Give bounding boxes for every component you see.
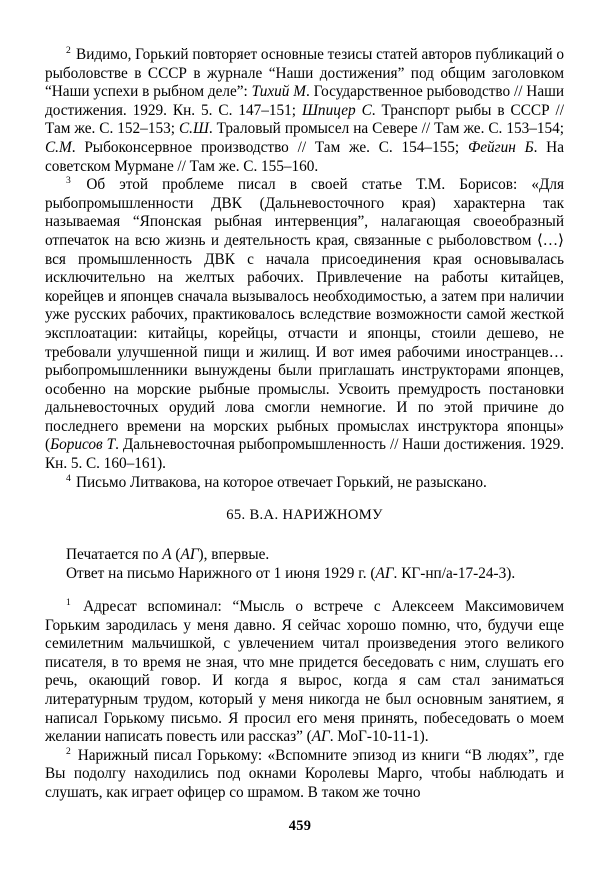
citation-author: Борисов Т	[50, 436, 116, 454]
footnotes-lower-block	[45, 598, 564, 803]
citation-author: Фейгин Б	[467, 138, 534, 156]
page-number: 459	[288, 818, 312, 834]
archive-siglum: АГ	[180, 546, 199, 563]
footnote-marker: 1	[66, 597, 71, 609]
footnote-2-lower: $^2$ Нарижный писал Горькому: «Вспомните эпизод из книги “В людях”, где Вы подолгу находились под окнами Королевы Марго, чтобы наблюдать и слушать, как играет офицер со шрамом. В таком же точно	[45, 745, 564, 801]
publication-notes-block	[45, 546, 564, 583]
section-heading-wrap	[45, 506, 564, 525]
citation-author: Шпицер С	[302, 101, 372, 119]
archive-siglum: АГ	[375, 564, 394, 582]
footnote-marker: 3	[66, 175, 71, 187]
publication-note-reply: Ответ на письмо Нарижного от 1 июня 1929 г. (АГ. КГ-нп/а-17-24-3).	[66, 564, 516, 582]
section-heading: 65. В.А. НАРИЖНОМУ	[226, 507, 383, 523]
archive-siglum: АГ	[311, 728, 330, 746]
footnote-marker: 4	[66, 472, 71, 484]
footnote-2-upper: $^2$ Видимо, Горький повторяет основные тезисы статей авторов публикаций о рыболовстве в СССР в журнале “Наши достижения” под общим заголовком “Наши успехи в рыбном деле”: Тихий М. Государственное рыбоводство // Наши достижения. 1929. Кн. 5. С. 147–151; Шпицер С. Транспорт рыбы в СССР // Там же. С. 152–153; С.Ш. Траловый промысел на Севере // Там же. С. 153–154; С.М. Рыбоконсервное производство // Там же. С. 154–155; Фейгин Б. На советском Мурмане // Там же. С. 155–160.	[45, 45, 565, 175]
footnote-marker: 2	[66, 745, 71, 757]
footnote-3-upper: $^3$ Об этой проблеме писал в своей статье Т.М. Борисов: «Для рыбопромышленности ДВК (Дальневосточного края) характерна так называемая “Японская рыбная интервенция”, налагающая своеобразный отпечаток на всю жизнь и деятельность края, связанные с рыболовством ⟨…⟩ вся промышленность ДВК с начала присоединения края основывалась исключительно на желтых рабочих. Привлечение на работы китайцев, корейцев и японцев сначала вызывалось необходимостью, а затем при наличии уже русских рабочих, практиковалось вследствие возможности самой жесткой эксплоатации: китайцы, корейцы, отчасти и японцы, стоили дешево, не требовали улучшенной пищи и жилищ. И вот имея рабочими иностранцев… рыбопромышленники вынуждены были приглашать инструкторами японцев, особенно на морские рыбные промыслы. Усвоить премудрость постановки дальневосточных орудий лова смогли немногие. И по этой причине до последнего времени на морских рыбных промыслах инструктора японцы» (Борисов Т. Дальневосточная рыбопромышленность // Наши достижения. 1929. Кн. 5. С. 160–161).	[45, 175, 564, 473]
citation-author: С.Ш	[178, 120, 209, 138]
footnotes-upper-block	[45, 46, 564, 492]
footnote-marker: 2	[66, 45, 71, 57]
citation-author: Тихий М	[251, 83, 306, 101]
footnote-1-lower: $^1$ Адресат вспоминал: “Мысль о встрече с Алексеем Максимовичем Горьким зародилась у меня давно. Я сейчас хорошо помню, что, будучи еще семилетним мальчишкой, с увлечением читал произведения этого великого писателя, в то время не зная, что мне придется беседовать с ним, слушать его речь, окающий говор. И когда я вырос, когда я сам стал заниматься литературным трудом, который у меня никогда не был основным занятием, я написал Горькому письмо. Я просил его меня принять, побеседовать о моем желании написать повесть или рассказ” (АГ. МоГ-10-11-1).	[45, 597, 564, 746]
citation-author: С.М	[45, 138, 72, 156]
publication-note-source: Печатается по А (АГ), впервые.	[66, 546, 270, 563]
source-siglum: А	[162, 546, 172, 563]
footnote-4-upper: $^4$ Письмо Литвакова, на которое отвечает Горький, не разыскано.	[66, 472, 487, 491]
